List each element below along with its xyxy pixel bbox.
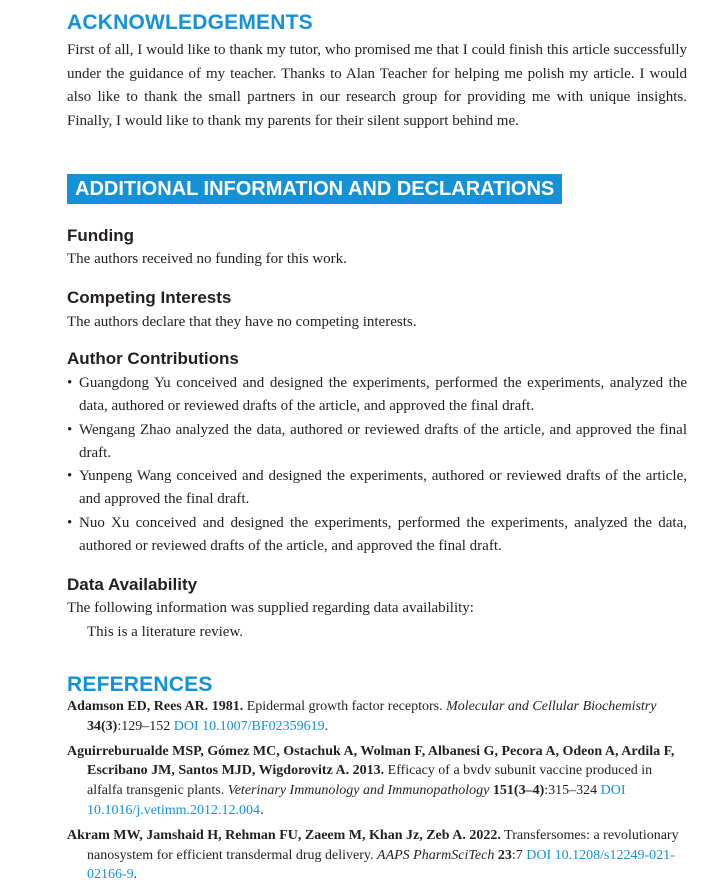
acknowledgements-heading: ACKNOWLEDGEMENTS [67,11,313,34]
list-item: • Wengang Zhao analyzed the data, authored or reviewed drafts of the article, and approved the final draft. [67,419,687,466]
reference-title: Epidermal growth factor receptors. [246,699,443,714]
reference-volume: 34(3) [87,718,118,734]
data-availability-heading: Data Availability [67,575,198,594]
reference-doi-link[interactable]: DOI 10.1007/BF02359619 [173,718,325,734]
reference-end: . [133,867,138,883]
reference-item [67,742,687,821]
competing-interests-text: The authors declare that they have no competing interests. [67,314,417,330]
reference-year: 2013. [352,763,385,779]
reference-item [67,697,687,737]
reference-year: 1981. [211,699,244,714]
funding-text: The authors received no funding for this work. [67,251,347,267]
reference-pages: :315–324 [544,783,598,799]
author-contributions-heading: Author Contributions [67,349,239,368]
reference-authors: Akram MW, Jamshaid H, Rehman FU, Zaeem M, Khan Jz, Zeb A. [67,827,466,843]
funding-heading: Funding [67,226,135,245]
reference-volume: 23 [497,847,512,863]
list-item: • Guangdong Yu conceived and designed the experiments, performed the experiments, analyzed the data, authored or reviewed drafts of the article, and approved the final draft. [67,372,687,419]
declarations-heading: ADDITIONAL INFORMATION AND DECLARATIONS [67,174,562,204]
reference-title: Transfersomes: a revolutionary nanosystem for efficient transdermal drug delivery. [87,827,679,863]
reference-authors: Aguirreburualde MSP, Gómez MC, Ostachuk A, Wolman F, Albanesi G, Pecora A, Odeon A, Ardila F, Escribano JM, Santos MJD, Wigdorovitz A. [67,743,675,779]
reference-year: 2022. [469,827,501,843]
reference-journal: AAPS PharmSciTech [377,847,495,863]
reference-doi-link[interactable]: DOI 10.1016/j.vetimm.2012.12.004 [87,783,626,818]
reference-list [67,697,687,890]
reference-journal: Veterinary Immunology and Immunopathology [227,783,490,799]
reference-pages: :129–152 [117,718,171,734]
list-item: • Yunpeng Wang conceived and designed the experiments, authored or reviewed drafts of the article, and approved the final draft. [67,465,687,512]
reference-journal: Molecular and Cellular Biochemistry [446,699,657,714]
competing-interests-heading: Competing Interests [67,288,232,307]
acknowledgements-text: First of all, I would like to thank my tutor, who promised me that I could finish this article successfully under the guidance of my teacher. Thanks to Alan Teacher for helping me polish my article. I would also like to thank the small partners in our research group for providing me with unique insights. Finally, I would like to thank my parents for their silent support behind me. [67,42,687,129]
references-heading: REFERENCES [67,673,213,696]
list-item: • Nuo Xu conceived and designed the experiments, performed the experiments, analyzed the data, authored or reviewed drafts of the article, and approved the final draft. [67,512,687,559]
reference-pages: :7 [511,847,523,863]
reference-doi-link[interactable]: DOI 10.1208/s12249-021-02166-9 [87,847,675,883]
reference-end: . [324,718,329,734]
reference-title: Efficacy of a bvdv subunit vaccine produced in alfalfa transgenic plants. [87,763,653,799]
reference-item [67,826,687,885]
data-availability-text: The following information was supplied regarding data availability: [67,600,474,616]
reference-authors: Adamson ED, Rees AR. [67,699,209,714]
reference-end: . [260,802,264,818]
author-contributions-list [67,372,687,558]
reference-volume: 151(3–4) [492,783,545,799]
data-availability-detail: This is a literature review. [87,624,244,640]
